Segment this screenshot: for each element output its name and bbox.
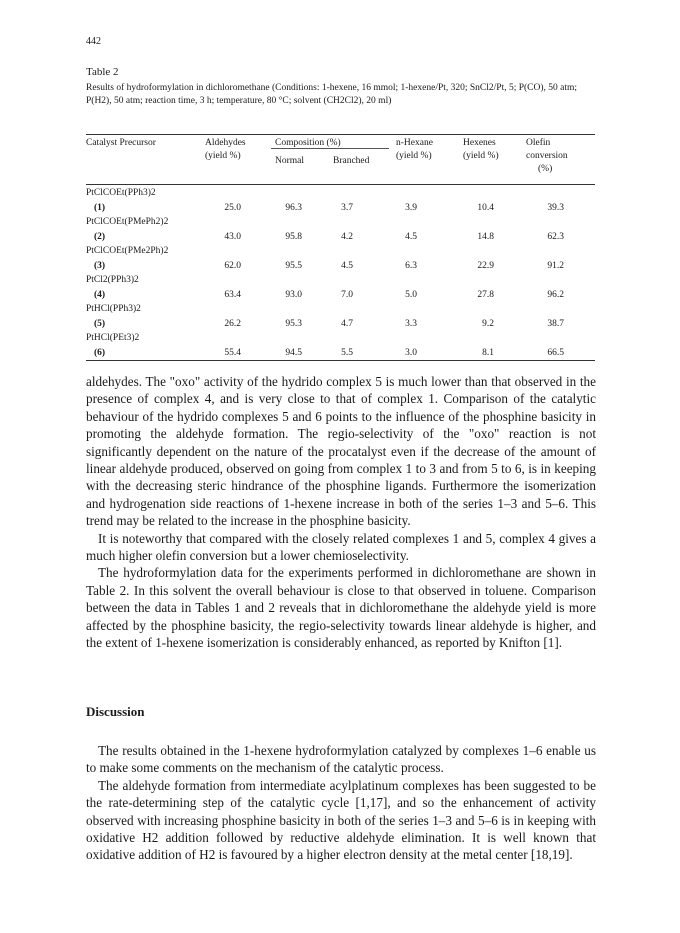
cell-conversion: 91.2 — [547, 261, 564, 271]
paragraph-5: The aldehyde formation from intermediate acylplatinum complexes has been suggested to be the rate-determining step of the catalytic cycle [1,17], and so the enhancement of activity observed with increasing phosphine basicity in both of the series 1–3 and 5–6 is in keeping with oxidative H2 addition followed by reductive aldehyde elimination. It is well known that oxidative addition of H2 is favoured by a higher electron density at the metal center [18,19]. — [86, 777, 596, 863]
catalyst-formula: PtClCOEt(PMe2Ph)2 — [86, 246, 169, 256]
header-aldehydes: Aldehydes — [205, 138, 246, 148]
catalyst-id: (2) — [94, 232, 106, 242]
cell-conversion: 62.3 — [547, 232, 564, 242]
header-hexenes: Hexenes — [463, 138, 496, 148]
cell-branched: 3.7 — [341, 203, 353, 213]
cell-aldehydes: 43.0 — [224, 232, 241, 242]
paragraph-1: aldehydes. The "oxo" activity of the hydrido complex 5 is much lower than that observed in the presence of complex 4, and is very close to that of complex 1. Comparison of the catalytic behaviour of the hydrido complexes 5 and 6 points to the influence of the phosphine basicity in promoting the aldehyde formation. The regio-selectivity of the "oxo" reaction is not significantly dependent on the nature of the procatalyst even if the decrease of the amount of linear aldehyde produced, observed on going from complex 1 to 3 and from 5 to 6, is in keeping with the decreasing steric hindrance of the phosphine ligands. Furthermore the isomerization and hydrogenation side reactions of 1-hexene increase in both of the series 1–3 and 5–6. This trend may be related to the increase in the phosphine basicity. — [86, 374, 596, 529]
cell-hexane: 3.9 — [405, 203, 417, 213]
cell-hexenes: 22.9 — [477, 261, 494, 271]
cell-hexenes: 14.8 — [477, 232, 494, 242]
body-text-top — [86, 373, 596, 652]
cell-branched: 4.7 — [341, 319, 353, 329]
cell-hexenes: 27.8 — [477, 290, 494, 300]
catalyst-formula: PtHCl(PEt3)2 — [86, 333, 140, 343]
header-olefin-sub2: (%) — [538, 164, 553, 174]
table-label: Table 2 — [86, 66, 119, 78]
catalyst-formula: PtClCOEt(PPh3)2 — [86, 188, 156, 198]
catalyst-id: (5) — [94, 319, 106, 329]
header-hexenes-sub: (yield %) — [463, 151, 499, 161]
cell-branched: 7.0 — [341, 290, 353, 300]
cell-conversion: 96.2 — [547, 290, 564, 300]
cell-normal: 93.0 — [285, 290, 302, 300]
paragraph-3: The hydroformylation data for the experiments performed in dichloromethane are shown in Table 2. In this solvent the overall behaviour is close to that observed in toluene. Comparison between the data in Tables 1 and 2 reveals that in dichloromethane the aldehyde yield is more affected by the phosphine basicity, the regio-selectivity towards linear aldehyde is higher, and the extent of 1-hexene isomerization is considerably enhanced, as reported by Knifton [1]. — [86, 565, 596, 651]
paragraph-4: The results obtained in the 1-hexene hydroformylation catalyzed by complexes 1–6 enable us to make some comments on the mechanism of the catalytic process. — [86, 743, 596, 776]
cell-normal: 95.8 — [285, 232, 302, 242]
header-aldehydes-sub: (yield %) — [205, 151, 241, 161]
section-heading: Discussion — [86, 704, 145, 719]
catalyst-formula: PtHCl(PPh3)2 — [86, 304, 141, 314]
table-caption: Results of hydroformylation in dichloromethane (Conditions: 1-hexene, 16 mmol; 1-hexene/Pt, 320; SnCl2/Pt, 5; P(CO), 50 atm; P(H2), 50 atm; reaction time, 3 h; temperature, 80 °C; solvent (CH2Cl2), 20 ml) — [86, 83, 578, 106]
cell-normal: 96.3 — [285, 203, 302, 213]
cell-normal: 94.5 — [285, 348, 302, 358]
header-branched: Branched — [333, 156, 370, 166]
cell-aldehydes: 25.0 — [224, 203, 241, 213]
cell-hexane: 3.0 — [405, 348, 417, 358]
cell-aldehydes: 26.2 — [224, 319, 241, 329]
cell-conversion: 66.5 — [547, 348, 564, 358]
cell-branched: 4.2 — [341, 232, 353, 242]
cell-branched: 4.5 — [341, 261, 353, 271]
cell-hexane: 5.0 — [405, 290, 417, 300]
cell-hexenes: 9.2 — [482, 319, 494, 329]
catalyst-id: (4) — [94, 290, 106, 300]
catalyst-id: (1) — [94, 203, 106, 213]
table-bottom-rule — [86, 360, 595, 361]
header-olefin: Olefin — [526, 138, 551, 148]
cell-normal: 95.5 — [285, 261, 302, 271]
body-text-discussion — [86, 742, 596, 864]
cell-hexane: 4.5 — [405, 232, 417, 242]
cell-hexenes: 8.1 — [482, 348, 494, 358]
header-hexane-sub: (yield %) — [396, 151, 432, 161]
catalyst-formula: PtCl2(PPh3)2 — [86, 275, 139, 285]
header-hexane: n-Hexane — [396, 138, 433, 148]
cell-normal: 95.3 — [285, 319, 302, 329]
header-normal: Normal — [275, 156, 305, 166]
cell-aldehydes: 63.4 — [224, 290, 241, 300]
cell-hexane: 3.3 — [405, 319, 417, 329]
cell-hexenes: 10.4 — [477, 203, 494, 213]
catalyst-id: (3) — [94, 261, 106, 271]
cell-aldehydes: 55.4 — [224, 348, 241, 358]
header-catalyst: Catalyst Precursor — [86, 138, 156, 148]
cell-hexane: 6.3 — [405, 261, 417, 271]
paragraph-2: It is noteworthy that compared with the closely related complexes 1 and 5, complex 4 gives a much higher olefin conversion but a lower chemioselectivity. — [86, 530, 596, 564]
table-header-rule — [86, 184, 595, 185]
catalyst-id: (6) — [94, 348, 106, 358]
page-number: 442 — [86, 36, 101, 47]
header-composition: Composition (%) — [275, 138, 341, 148]
cell-conversion: 39.3 — [547, 203, 564, 213]
cell-conversion: 38.7 — [547, 319, 564, 329]
cell-branched: 5.5 — [341, 348, 353, 358]
header-olefin-sub: conversion — [526, 151, 568, 161]
table-top-rule — [86, 134, 595, 135]
catalyst-formula: PtClCOEt(PMePh2)2 — [86, 217, 169, 227]
cell-aldehydes: 62.0 — [224, 261, 241, 271]
